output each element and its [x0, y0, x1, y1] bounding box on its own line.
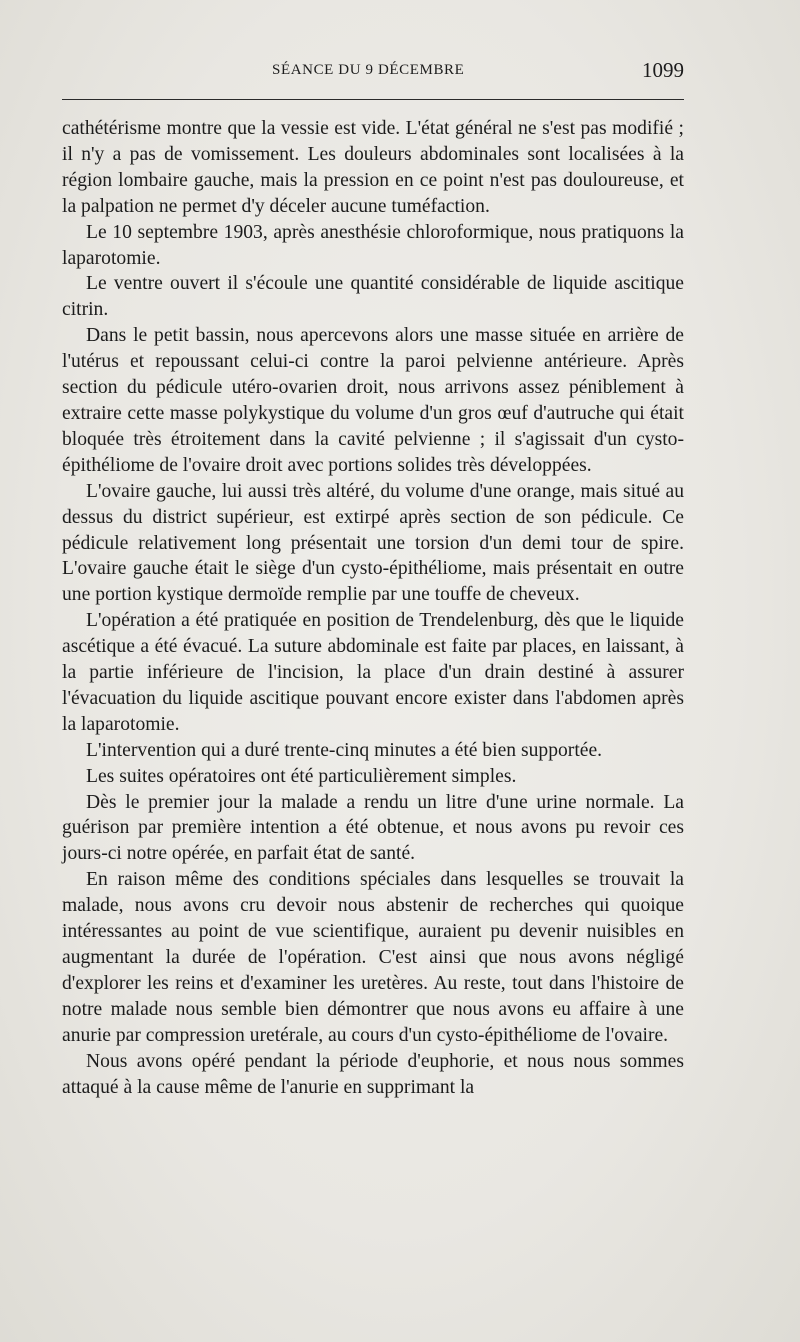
paragraph: Dès le premier jour la malade a rendu un litre d'une urine normale. La guérison par première intention a été obtenue, et nous avons pu revoir ces jours-ci notre opérée, en parfait état de santé.	[62, 791, 684, 865]
paragraph: Les suites opératoires ont été particulièrement simples.	[86, 765, 517, 787]
header-rule	[62, 99, 684, 100]
paragraph: L'intervention qui a duré trente-cinq minutes a été bien supportée.	[86, 739, 603, 761]
paragraph: Le 10 septembre 1903, après anesthésie chloroformique, nous pratiquons la laparotomie.	[62, 221, 684, 269]
paragraph: Nous avons opéré pendant la période d'euphorie, et nous nous sommes attaqué à la cause même de l'anurie en supprimant la	[62, 1050, 684, 1098]
body-text	[62, 116, 684, 1100]
page-number: 1099	[642, 58, 684, 82]
paragraph-continued: cathétérisme montre que la vessie est vide. L'état général ne s'est pas modifié ; il n'y a pas de vomissement. Les douleurs abdominales sont localisées à la région lombaire gauche, mais la pression en ce point n'est pas douloureuse, et la palpation ne permet d'y déceler aucune tuméfaction.	[62, 118, 684, 217]
paragraph: Dans le petit bassin, nous apercevons alors une masse située en arrière de l'utérus et repoussant celui-ci contre la paroi pelvienne antérieure. Après section du pédicule utéro-ovarien droit, nous arrivons assez péniblement à extraire cette masse polykystique du volume d'un gros œuf d'autruche qui était bloquée très étroitement dans la cavité pelvienne ; il s'agissait d'un cysto-épithéliome de l'ovaire droit avec portions solides très développées.	[62, 325, 684, 476]
paragraph: Le ventre ouvert il s'écoule une quantité considérable de liquide ascitique citrin.	[62, 273, 684, 321]
paragraph: En raison même des conditions spéciales dans lesquelles se trouvait la malade, nous avons cru devoir nous abstenir de recherches qui quoique intéressantes au point de vue scientifique, auraient pu devenir nuisibles en augmentant la durée de l'opération. C'est ainsi que nous avons négligé d'explorer les reins et d'examiner les uretères. Au reste, tout dans l'histoire de notre malade nous semble bien démontrer que nous avons eu affaire à une anurie par compression uretérale, au cours d'un cysto-épithéliome de l'ovaire.	[62, 869, 684, 1046]
running-title: SÉANCE DU 9 DÉCEMBRE	[272, 62, 465, 78]
paragraph: L'ovaire gauche, lui aussi très altéré, du volume d'une orange, mais situé au dessus du district supérieur, est extirpé après section de son pédicule. Ce pédicule relativement long présentait une torsion d'un demi tour de spire. L'ovaire gauche était le siège d'un cysto-épithéliome, mais présentait en outre une portion kystique dermoïde remplie par une touffe de cheveux.	[62, 480, 684, 606]
page-header	[62, 58, 684, 88]
paragraph: L'opération a été pratiquée en position de Trendelenburg, dès que le liquide ascétique a été évacué. La suture abdominale est faite par places, en laissant, à la partie inférieure de l'incision, la place d'un drain destiné à assurer l'évacuation du liquide ascitique pouvant encore exister dans l'abdomen après la laparotomie.	[62, 610, 684, 735]
